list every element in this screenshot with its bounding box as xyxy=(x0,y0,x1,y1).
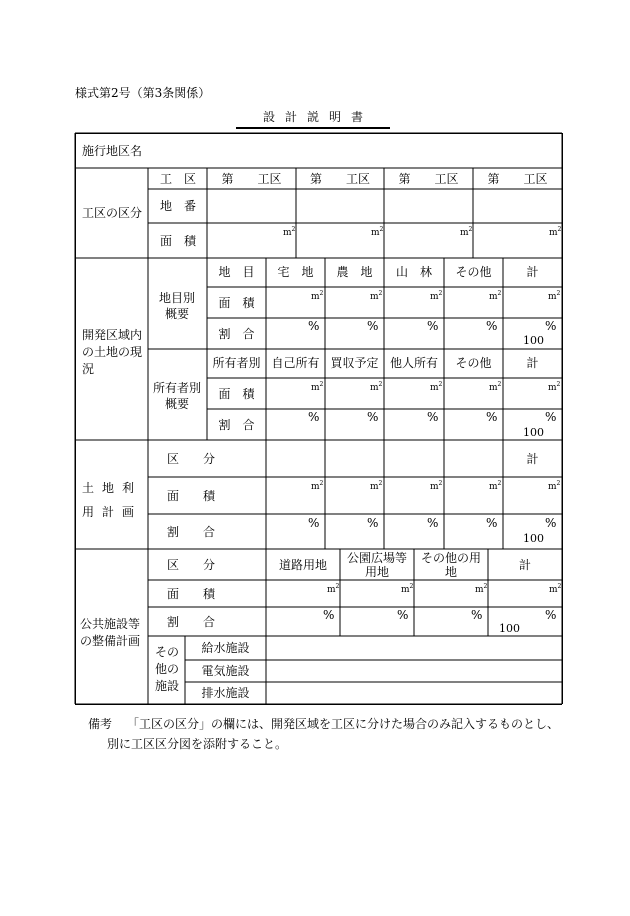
document-title: 設計説明書 xyxy=(236,108,390,129)
unit-percent: % xyxy=(308,319,320,333)
unit-percent: % xyxy=(545,319,557,333)
chimoku-head: 地 目 xyxy=(218,265,255,279)
unit-percent: % xyxy=(308,410,320,424)
form-number: 様式第2号（第3条関係） xyxy=(75,86,211,100)
unit-m2: $m^2$ xyxy=(548,290,561,302)
unit-m2: $m^2$ xyxy=(370,290,383,302)
riyo-menseki-label: 面 積 xyxy=(167,489,216,503)
shoyu-col-baishu: 買収予定 xyxy=(330,356,379,370)
riyo-wariai-label: 割 合 xyxy=(167,525,216,539)
shoyu-wariai-label: 割 合 xyxy=(218,418,255,432)
chimoku-col-nouchi: 農 地 xyxy=(336,265,373,279)
unit-percent: % xyxy=(308,516,320,530)
total-100: 100 xyxy=(523,532,544,545)
unit-m2: $m^2$ xyxy=(371,226,384,238)
sonota-shisetsu-label: その他の施設 xyxy=(154,645,179,693)
menseki-row-label: 面 積 xyxy=(160,234,197,248)
total-100: 100 xyxy=(523,426,544,439)
unit-m2: $m^2$ xyxy=(475,583,488,595)
shoyu-col-jiko: 自己所有 xyxy=(271,356,320,370)
chimoku-col-sonota: その他 xyxy=(455,265,492,279)
kokyo-wariai-label: 割 合 xyxy=(167,615,216,629)
kokyo-kubun-label: 区 分 xyxy=(167,558,216,572)
unit-m2: $m^2$ xyxy=(460,226,473,238)
chiban-row-label: 地 番 xyxy=(160,199,197,213)
unit-percent: % xyxy=(323,608,335,622)
unit-percent: % xyxy=(427,516,439,530)
kouku-col-4: 第 工区 xyxy=(487,172,548,186)
unit-m2: $m^2$ xyxy=(489,480,502,492)
unit-percent: % xyxy=(397,608,409,622)
unit-m2: $m^2$ xyxy=(430,290,443,302)
unit-percent: % xyxy=(367,319,379,333)
unit-m2: $m^2$ xyxy=(370,381,383,393)
genkyo-section-label: 開発区域内の土地の現況 xyxy=(82,328,143,376)
shoyu-col-tanin: 他人所有 xyxy=(389,356,438,370)
unit-percent: % xyxy=(486,516,498,530)
note-line-1: 「工区の区分」の欄には、開発区域を工区に分けた場合のみ記入するものとし、 xyxy=(127,717,560,731)
unit-percent: % xyxy=(486,319,498,333)
total-100: 100 xyxy=(499,622,520,635)
shoyu-menseki-label: 面 積 xyxy=(218,387,255,401)
chimoku-col-sanrin: 山 林 xyxy=(395,265,432,279)
kokyo-col-total: 計 xyxy=(518,558,531,572)
kokyo-section-label: 公共施設等の整備計画 xyxy=(80,617,141,648)
shoyu-head: 所有者別 xyxy=(212,356,261,370)
kouku-col-1: 第 工区 xyxy=(221,172,282,186)
chimoku-group-label: 地目別概要 xyxy=(158,291,195,321)
chimoku-wariai-label: 割 合 xyxy=(218,327,255,341)
unit-percent: % xyxy=(545,608,557,622)
facility-denki: 電気施設 xyxy=(201,664,250,678)
shoyu-group-label: 所有者別概要 xyxy=(152,381,201,411)
unit-m2: $m^2$ xyxy=(311,480,324,492)
unit-percent: % xyxy=(486,410,498,424)
unit-m2: $m^2$ xyxy=(489,381,502,393)
kokyo-menseki-label: 面 積 xyxy=(167,587,216,601)
unit-percent: % xyxy=(427,410,439,424)
chimoku-col-takuchi: 宅 地 xyxy=(277,265,314,279)
shoyu-col-total: 計 xyxy=(526,356,539,370)
unit-m2: $m^2$ xyxy=(549,226,562,238)
unit-m2: $m^2$ xyxy=(327,583,340,595)
kouku-row-label: 工 区 xyxy=(160,172,197,186)
note-label: 備考 xyxy=(88,717,113,731)
riyo-kubun-label: 区 分 xyxy=(167,452,216,466)
unit-m2: $m^2$ xyxy=(370,480,383,492)
unit-m2: $m^2$ xyxy=(430,480,443,492)
unit-m2: $m^2$ xyxy=(548,480,561,492)
unit-percent: % xyxy=(367,516,379,530)
unit-percent: % xyxy=(545,410,557,424)
kokyo-col-sonota: その他の用地 xyxy=(420,551,481,579)
unit-m2: $m^2$ xyxy=(549,583,562,595)
kouku-col-3: 第 工区 xyxy=(398,172,459,186)
shoyu-col-sonota: その他 xyxy=(455,356,492,370)
chimoku-menseki-label: 面 積 xyxy=(218,296,255,310)
unit-m2: $m^2$ xyxy=(548,381,561,393)
kouku-col-2: 第 工区 xyxy=(309,172,370,186)
unit-m2: $m^2$ xyxy=(311,381,324,393)
riyo-total-col: 計 xyxy=(526,452,539,466)
unit-m2: $m^2$ xyxy=(489,290,502,302)
kouku-section-label: 工区の区分 xyxy=(82,206,143,220)
unit-m2: $m^2$ xyxy=(401,583,414,595)
facility-kyusui: 給水施設 xyxy=(201,641,250,655)
unit-m2: $m^2$ xyxy=(430,381,443,393)
unit-percent: % xyxy=(471,608,483,622)
unit-m2: $m^2$ xyxy=(283,226,296,238)
chimoku-col-total: 計 xyxy=(526,265,539,279)
kokyo-col-koen: 公園広場等用地 xyxy=(346,551,407,579)
total-100: 100 xyxy=(523,334,544,347)
facility-haisui: 排水施設 xyxy=(201,686,250,700)
riyo-section-label: 土地利用計画 xyxy=(82,481,143,519)
unit-percent: % xyxy=(367,410,379,424)
unit-percent: % xyxy=(427,319,439,333)
area-name-label: 施行地区名 xyxy=(82,144,143,158)
note-line-2: 別に工区区分図を添附すること。 xyxy=(107,737,288,751)
unit-percent: % xyxy=(545,516,557,530)
unit-m2: $m^2$ xyxy=(311,290,324,302)
kokyo-col-doro: 道路用地 xyxy=(278,558,327,572)
